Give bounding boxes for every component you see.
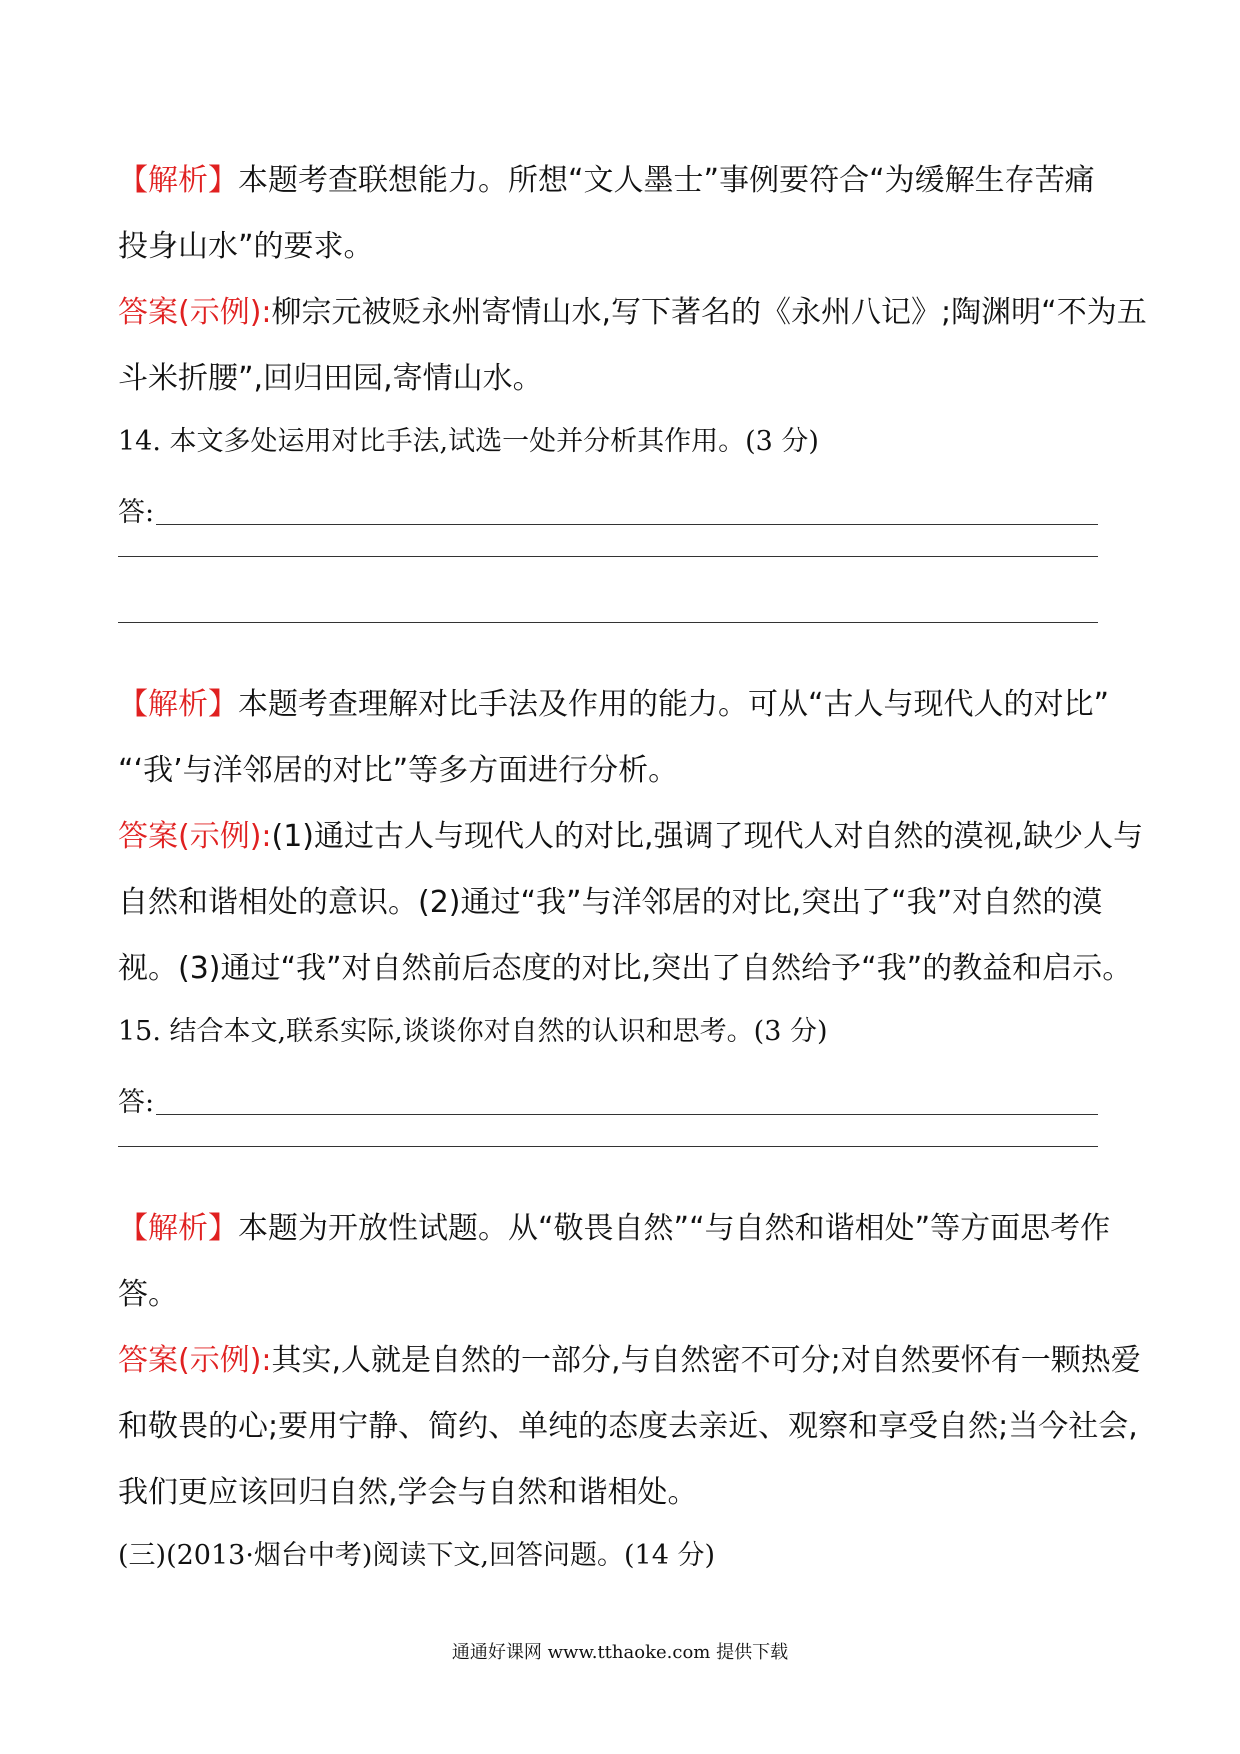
page-footer: 通通好课网 www.tthaoke.com 提供下载	[451, 1642, 789, 1663]
answer-label: 答案(示例):	[118, 1343, 272, 1378]
question-15: 15. 结合本文,联系实际,谈谈你对自然的认识和思考。(3 分)	[118, 1016, 828, 1047]
answer-label: 答案(示例):	[118, 819, 272, 854]
analysis-text: 本题为开放性试题。从“敬畏自然”“与自然和谐相处”等方面思考作	[238, 1211, 1111, 1246]
answer-paragraph	[118, 1343, 1141, 1378]
analysis-label: 【解析】	[118, 1211, 238, 1246]
answer-text: 其实,人就是自然的一部分,与自然密不可分;对自然要怀有一颗热爱	[271, 1343, 1141, 1378]
answer-blank-line[interactable]	[118, 490, 1098, 529]
answer-blank-line[interactable]	[118, 622, 1098, 627]
answer-text-cont: 自然和谐相处的意识。(2)通过“我”与洋邻居的对比,突出了“我”对自然的漠	[118, 885, 1103, 920]
answer-blank-line[interactable]	[118, 1146, 1098, 1151]
analysis-text-cont: 投身山水”的要求。	[118, 229, 374, 264]
analysis-text-cont: 答。	[118, 1277, 178, 1312]
analysis-paragraph	[118, 687, 1128, 722]
answer-text-cont: 视。(3)通过“我”对自然前后态度的对比,突出了自然给予“我”的教益和启示。	[118, 951, 1133, 986]
answer-paragraph	[118, 819, 1144, 854]
analysis-paragraph	[118, 1211, 1128, 1246]
answer-text-cont: 我们更应该回归自然,学会与自然和谐相处。	[118, 1475, 698, 1510]
analysis-label: 【解析】	[118, 163, 238, 198]
analysis-text: 本题考查理解对比手法及作用的能力。可从“古人与现代人的对比”	[238, 687, 1110, 722]
answer-label: 答案(示例):	[118, 295, 272, 330]
blank-rule	[118, 622, 1098, 623]
question-14: 14. 本文多处运用对比手法,试选一处并分析其作用。(3 分)	[118, 426, 819, 457]
analysis-text-cont: “‘我’与洋邻居的对比”等多方面进行分析。	[118, 753, 679, 788]
analysis-label: 【解析】	[118, 687, 238, 722]
answer-blank-line[interactable]	[118, 556, 1098, 561]
section-3-heading: (三)(2013·烟台中考)阅读下文,回答问题。(14 分)	[118, 1540, 716, 1571]
analysis-text: 本题考查联想能力。所想“文人墨士”事例要符合“为缓解生存苦痛	[238, 163, 1095, 198]
answer-text: (1)通过古人与现代人的对比,强调了现代人对自然的漠视,缺少人与	[271, 819, 1144, 854]
answer-paragraph	[118, 295, 1147, 330]
answer-text-cont: 和敬畏的心;要用宁静、简约、单纯的态度去亲近、观察和享受自然;当今社会,	[118, 1409, 1138, 1444]
blank-rule	[156, 524, 1098, 525]
answer-text: 柳宗元被贬永州寄情山水,写下著名的《永州八记》;陶渊明“不为五	[271, 295, 1147, 330]
answer-text-cont: 斗米折腰”,回归田园,寄情山水。	[118, 361, 543, 396]
blank-rule	[118, 1146, 1098, 1147]
blank-rule	[118, 556, 1098, 557]
answer-blank-line[interactable]	[118, 1080, 1098, 1119]
blank-rule	[156, 1114, 1098, 1115]
analysis-paragraph	[118, 163, 1128, 198]
answer-prefix: 答:	[118, 497, 155, 528]
answer-prefix: 答:	[118, 1087, 155, 1118]
